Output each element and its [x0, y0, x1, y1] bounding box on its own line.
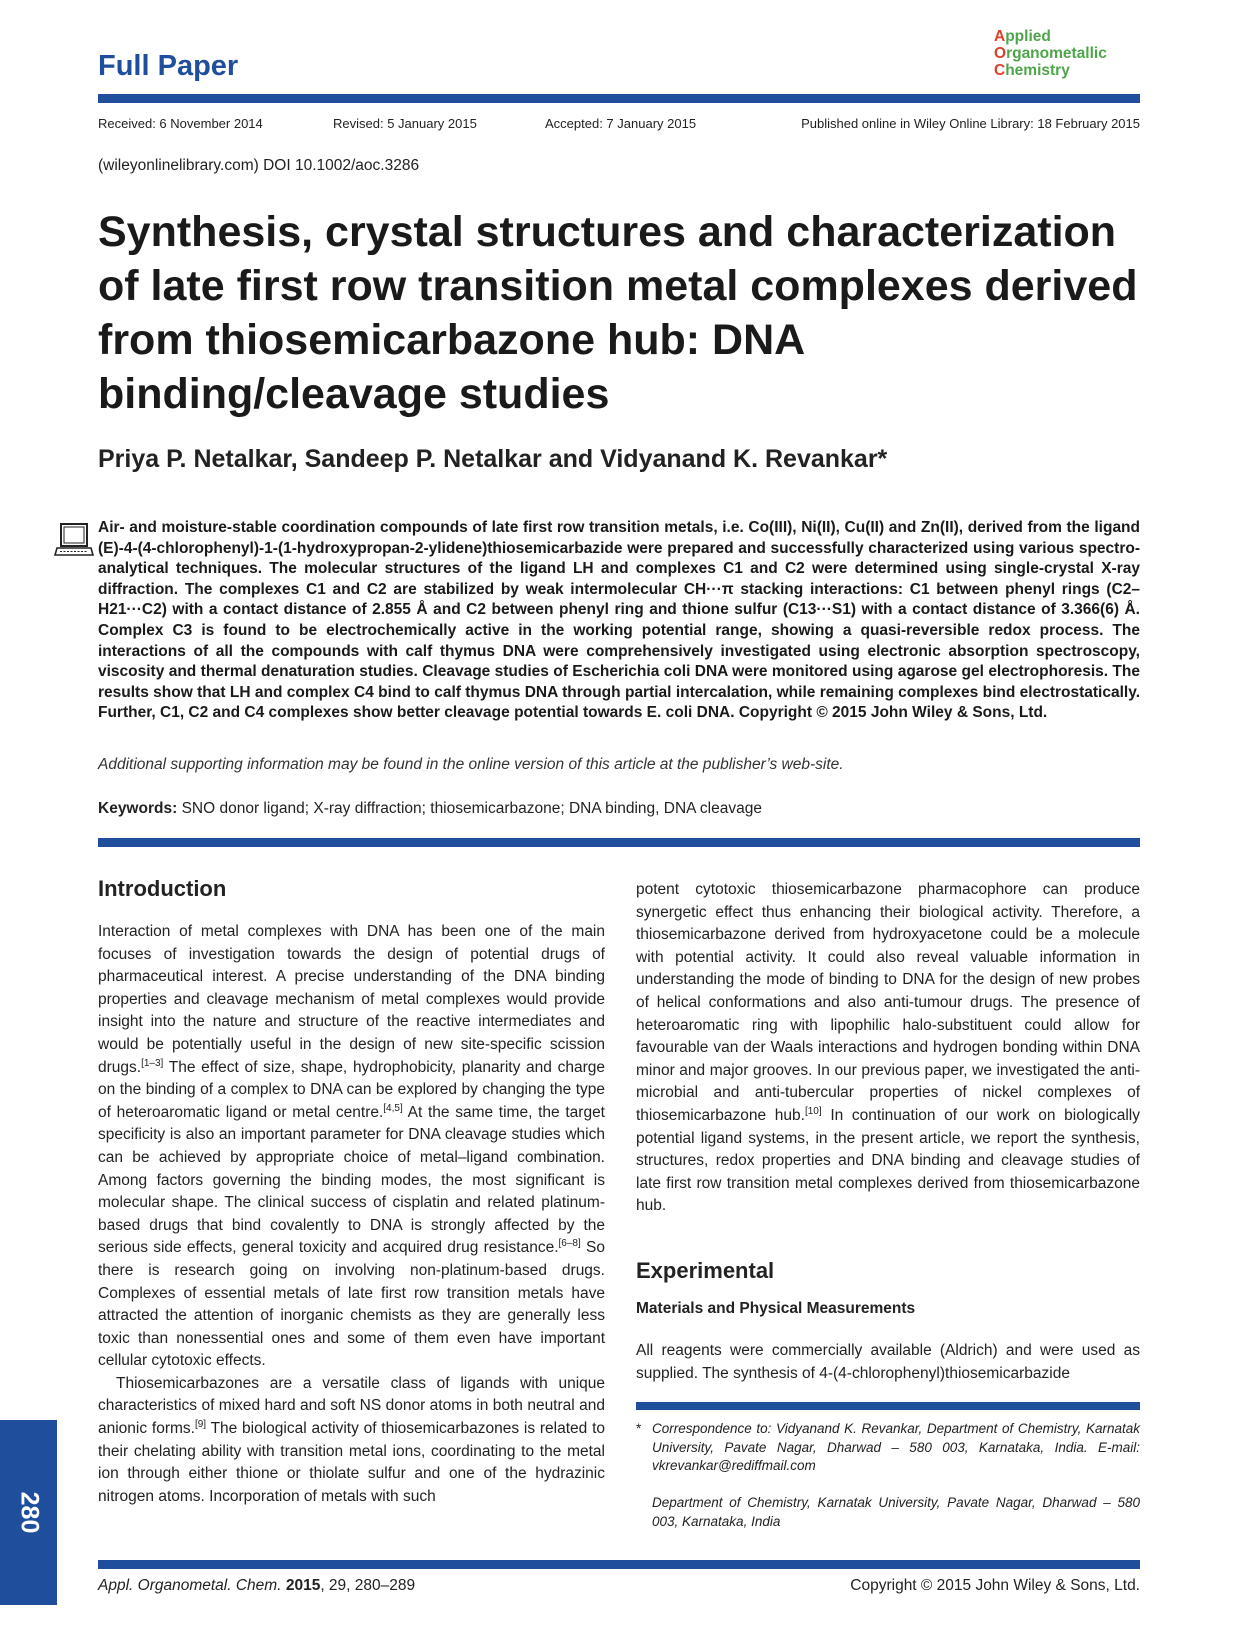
doi-line[interactable]: (wileyonlinelibrary.com) DOI 10.1002/aoc.3286	[98, 157, 420, 174]
published-date: Published online in Wiley Online Library: 18 February 2015	[801, 116, 1140, 131]
text-run: Thiosemicarbazones are a versatile class of ligands with unique characteristics of mixed hard and soft NS donor atoms in both neutral and anionic forms.	[98, 1374, 605, 1438]
correspondence-text: Correspondence to: Vidyanand K. Revankar, Department of Chemistry, Karnatak University, Pavate Nagar, Dharwad – 580 003, Karnataka, India. E-mail: vkrevankar@rediffmail.com	[652, 1421, 1140, 1473]
affiliation-note: Department of Chemistry, Karnatak University, Pavate Nagar, Dharwad – 580 003, Karnataka, India	[652, 1495, 1140, 1529]
introduction-right-column	[636, 879, 1140, 1218]
logo-initial: A	[994, 28, 1006, 45]
keywords	[98, 800, 762, 818]
text-run: The effect of size, shape, hydrophobicity, planarity and charge on the binding of a complex to DNA can be explored by changing the type of heteroaromatic ligand or metal centre.	[98, 1058, 605, 1121]
citation-ref[interactable]: [6–8]	[558, 1238, 581, 1250]
text-run: potent cytotoxic thiosemicarbazone pharmacophore can produce synergetic effect thus enhancing their biological activity. Therefore, a thiosemicarbazone derived from hydroxyacetone could be a molecule with potential activity. It could also reveal valuable information in understanding the mode of binding to DNA for the design of new probes of helical conformations and also anti-tumour drugs. The presence of heteroaromatic ring with lipophilic halo-substituent could allow for favourable van der Waals interactions and hydrogen bonding within DNA minor and major grooves. In our previous paper, we investigated the anti-microbial and anti-tubercular properties of nickel complexes of thiosemicarbazone hub.	[636, 881, 1140, 1124]
citation-ref[interactable]: [4,5]	[383, 1102, 403, 1114]
laptop-icon[interactable]	[54, 522, 94, 560]
supporting-info-note: Additional supporting information may be found in the online version of this article at the publisher’s web-site.	[98, 756, 844, 773]
footer-citation	[98, 1577, 415, 1595]
materials-subheading: Materials and Physical Measurements	[636, 1300, 916, 1317]
intro-paragraph-3	[636, 879, 1140, 1218]
footer-copyright: Copyright © 2015 John Wiley & Sons, Ltd.	[850, 1577, 1140, 1594]
article-dates	[98, 116, 1140, 132]
keywords-label: Keywords:	[98, 800, 178, 817]
abstract: Air- and moisture-stable coordination compounds of late first row transition metals, i.e. Co(III), Ni(II), Cu(II) and Zn(II), derived from the ligand (E)-4-(4-chlorophenyl)-1-(1-hydroxypropan-2-ylidene)thiosemicarbazide were prepared and successfully characterized using various spectro-analytical techniques. The molecular structures of the ligand LH and complexes C1 and C2 were determined using single-crystal X-ray diffraction. The complexes C1 and C2 are stabilized by weak intermolecular CH···π stacking interactions: C1 between phenyl rings (C2–H21···C2) with a contact distance of 2.855 Å and C2 between phenyl ring and thione sulfur (C13···S1) with a contact distance of 3.366(6) Å. Complex C3 is found to be electrochemically active in the working potential range, showing a quasi-reversible redox process. The interactions of all the compounds with calf thymus DNA were comprehensively investigated using electronic absorption spectroscopy, viscosity and thermal denaturation studies. Cleavage studies of Escherichia coli DNA were monitored using agarose gel electrophoresis. The results show that LH and complex C4 bind to calf thymus DNA through partial intercalation, while remaining complexes bind electrostatically. Further, C1, C2 and C4 complexes show better cleavage potential towards E. coli DNA. Copyright © 2015 John Wiley & Sons, Ltd.	[98, 519, 1140, 722]
text-run: At the same time, the target specificity is also an important parameter for DNA cleavage studies which can be achieved by appropriate choice of metal–ligand combination. Among factors governing the binding modes, the most significant is molecular shape. The clinical success of cisplatin and related platinum-based drugs that bind covalently to DNA is strongly affected by the serious side effects, general toxicity and acquired drug resistance.	[98, 1103, 605, 1257]
text-run: The biological activity of thiosemicarbazones is related to their chelating ability with transition metal ions, coordinating to the metal ion through either thione or thiolate sulfur and one of the hydrazinic nitrogen atoms. Incorporation of metals with such	[98, 1420, 605, 1505]
correspondence-marker: *	[636, 1421, 642, 1436]
header-rule	[98, 94, 1140, 103]
author-list: Priya P. Netalkar, Sandeep P. Netalkar and Vidyanand K. Revankar*	[98, 445, 888, 473]
introduction-left-column	[98, 921, 605, 1508]
intro-paragraph-2	[98, 1373, 605, 1509]
citation-ref[interactable]: [9]	[194, 1418, 207, 1430]
citation-ref[interactable]: [10]	[804, 1105, 822, 1117]
journal-abbrev: Appl. Organometal. Chem.	[98, 1577, 282, 1594]
logo-rest: rganometallic	[1006, 45, 1107, 62]
abstract-rule	[98, 838, 1140, 847]
keywords-text: SNO donor ligand; X-ray diffraction; thiosemicarbazone; DNA binding, DNA cleavage	[181, 800, 762, 817]
logo-rest: pplied	[1005, 28, 1051, 45]
text-run: So there is research going on involving non-platinum-based drugs. Complexes of essential metals of late first row transition metals have attracted the attention of inorganic chemists as they are generally less toxic than nonessential ones and some of them even have important cellular cytotoxic effects.	[98, 1239, 605, 1370]
page-number-text: 280	[15, 1491, 43, 1534]
page-number	[0, 1420, 57, 1605]
logo-initial: O	[994, 45, 1007, 62]
revised-date: Revised: 5 January 2015	[333, 116, 477, 131]
volume-pages: , 29, 280–289	[320, 1577, 416, 1594]
experimental-text	[636, 1340, 1140, 1385]
text-run: Interaction of metal complexes with DNA has been one of the main focuses of investigation towards the design of potential drugs of pharmaceutical interest. A precise understanding of the DNA binding properties and cleavage mechanism of metal complexes would provide insight into the nature and structure of the reactive intermediates and would be potentially useful in the design of new site-specific scission drugs.	[98, 923, 605, 1076]
accepted-date: Accepted: 7 January 2015	[545, 116, 697, 131]
journal-logo	[994, 28, 1134, 79]
logo-initial: C	[994, 62, 1006, 79]
logo-rest: hemistry	[1005, 62, 1070, 79]
page-number-tab	[0, 1420, 57, 1605]
intro-paragraph-1	[98, 921, 605, 1373]
citation-ref[interactable]: [1–3]	[141, 1057, 164, 1069]
text-run: In continuation of our work on biologically potential ligand systems, in the present article, we report the synthesis, structures, redox properties and DNA binding and cleavage studies of late first row transition metal complexes derived from thiosemicarbazone hub.	[636, 1106, 1141, 1215]
citation-year: 2015	[285, 1577, 321, 1594]
correspondence-note	[636, 1420, 1140, 1476]
article-title: Synthesis, crystal structures and characterization of late first row transition metal complexes derived from thiosemicarbazone hub: DNA binding/cleavage studies	[98, 208, 1138, 418]
article-type-label: Full Paper	[98, 50, 239, 82]
journal-logo-line-1	[994, 28, 1134, 45]
journal-logo-line-2	[994, 45, 1134, 62]
experimental-heading: Experimental	[636, 1258, 775, 1283]
introduction-heading: Introduction	[98, 876, 227, 901]
experimental-paragraph: All reagents were commercially available (Aldrich) and were used as supplied. The synthesis of 4-(4-chlorophenyl)thiosemicarbazide	[636, 1342, 1140, 1382]
received-date: Received: 6 November 2014	[98, 116, 263, 131]
correspondence-rule	[636, 1402, 1140, 1410]
footer-rule	[98, 1560, 1140, 1569]
journal-logo-line-3	[994, 62, 1134, 79]
